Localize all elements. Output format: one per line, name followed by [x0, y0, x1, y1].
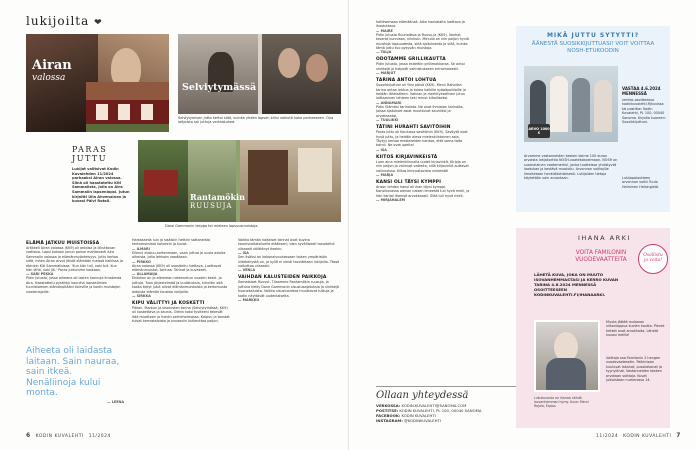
photo-rantamokin	[138, 140, 341, 222]
contact-fb-label: FACEBOOK:	[376, 413, 401, 418]
r-h4: KIITOS KIRJAVINKEISTÄ	[376, 154, 438, 160]
nosh-value-badge	[528, 124, 550, 138]
ihana-body: Muuta jättää mukavan viikonloppua kuvien kautta. Pienet hetket ovat arvokkaita. Lähetä kuvasi meille!	[606, 320, 665, 338]
ihana-header: IHANA ARKI	[578, 234, 631, 242]
r-s1: — MAIRE	[376, 28, 393, 33]
c3-sign: — ISA	[238, 251, 249, 256]
best-story-title-1: PARAS	[72, 145, 108, 154]
c3-text: Vaikka tämän kaltaiset tarinat ovat kuvina kaunisvaltaisiluelle elääkseni, olen syvällisesti tavoitellut viisaasti välittänyt itsekin.	[238, 238, 335, 251]
cover2-title: Selviytymässä	[182, 82, 257, 93]
c1-text: Artikkeli Airan valossa (KK9) oli antoisa ja liikuttavan luettava. Lapsi kokoon jonun painoi mahtavasti Aira Sammalin valossa ja elämänmyönteisyys. Juttu kertoo siitä, miten Airan arvot jäivät elämään meissä kaikissa ja etenkin Kiti Sammalisissa. 'Kun hän tuli, vaki tuli. Kun hän lähti, vaki jäi.' Paras juttumme koskaan.	[26, 246, 123, 273]
r-s3: — MARJUT	[376, 71, 396, 76]
contact-ig[interactable]: @KODINKUVALEHTI	[404, 418, 441, 423]
c3-sign2: — VENLA	[238, 268, 256, 273]
c2-sign2: — PIRKKO	[132, 259, 151, 264]
cover1-title: Airan	[32, 58, 72, 73]
r-p3: Pidin jutusta, jossa esiteltiin grillimakkaraa. Se antoi vinkkejä ja helpotti valmistukseen erinomaisesti.	[376, 62, 465, 71]
footer-left-mag: KODIN KUVALEHTI	[35, 434, 84, 439]
r-h5: KANSI OLI TÄYSI KYMPPI	[376, 179, 442, 185]
c2-text4: Ehdoton on jo aiemman rakennetun vuoden keski- ja juttuja. Tuon järjestelmää ja uudistuksia, kiinnitin sitä koska tietyt jutut olivat elämänmuistoista ja kertomusta aidoista elämän taustaa lukijoille.	[132, 276, 228, 294]
ihana-arki-box	[516, 228, 670, 428]
r-s8: — MIRJAHALEM	[376, 198, 406, 203]
caption-top: Selviytymisen jutta kertoi siitä, kuinka yhden lapsen kriisi vaikutti koko perheeseen. Ona laitjoista sai juttuja vertaistukea.	[178, 116, 334, 125]
cover1-sub: valossa	[32, 73, 66, 83]
r-s2: — TALJA	[376, 50, 392, 55]
c2-text2: Ellenni elokuu-kortenmaan, vaan juttua ja uusia asioita aiheista, joita lehtoon vaaditaan.	[132, 250, 226, 260]
r-s7: — MARJA	[376, 172, 394, 177]
ihana-stamp-l1: Osallistu	[643, 253, 663, 258]
cover3-title: Rantamökin	[190, 192, 245, 202]
ihana-win: Voittaja saa Familonin 2 hengen vuodevaatesetin. Palkintoon kuuluvat lakanat, pussilakanat ja tyynyliinat. Vastanneiden kesken arvotaan voittaja. Kuvat julkaistaan numerossa 14.	[606, 356, 662, 383]
ihana-sub: VOITA FAMILONIN VUODEVAATTEITA	[575, 250, 627, 263]
contact-web-label: VERKOSSA:	[376, 403, 401, 408]
contest-box	[516, 26, 670, 212]
r-p8: Anson lehden kansi oli ihan täysi kymppi. Kansikuvassa olevan naisen ilmeestä tuli hyvä mieli, ja hän kantoi itsensä arvokkaasti. Siitä tuli hyvä mieli.	[376, 184, 470, 198]
cover3-sub: RUUSUJA	[190, 202, 233, 210]
c3-text3: Samalaiset Ruusut. Tilaamme Rantamökin ruusuja, ja juttuna tietty Dave Gammonin sisustusajatuksia ja vinkkejä huonekaluista. Vaikka sisustusideat muuttavat tuttuja ja kodin näyttävät uudenlaiselta.	[238, 280, 340, 298]
c2-text: Hartaaaella luin ja sisäisiin hetkiin sattaneista kertomuksista kolumnit ja kuvat.	[132, 238, 211, 247]
r-s6: — ISA	[376, 147, 387, 152]
left-col-3	[238, 238, 340, 302]
quote-sign: — LEENA	[107, 399, 124, 404]
c3-text2: Sen lisäksi on kokonaisuudessaan toisen ympäristön viitekehystä on, ja kyllä ei viesti tavoitetaan lukijoilla. Tässä vaikuttaa viisaasti.	[238, 255, 340, 269]
footer-left	[26, 432, 111, 439]
c2-text3: Airan valossa (KK9) oli suositeltu luettava. Luettavat elämänmuistot, tarinaa. Tarinat ja kuvakset.	[132, 263, 222, 273]
contact-post-label: POSTITSE:	[376, 408, 399, 413]
right-col-1	[376, 20, 470, 202]
contact-title: Ollaan yhteydessä	[376, 390, 469, 401]
photo-caption-bottom: Dave Gammonin terppa toi mieleen lapsuusmuistoja.	[165, 224, 259, 228]
contest-header: MIKÄ JUTTU SYTYTTI?	[546, 32, 640, 39]
gutter	[348, 0, 349, 450]
best-story-block	[72, 145, 132, 204]
contact-ig-label: INSTAGRAM:	[376, 418, 403, 423]
contest-sub: ÄÄNESTÄ SUOSIKKIJUTTUASI! VOIT VOITTAA NOSH-ETUKOODIN	[531, 41, 655, 54]
r-h2: TARINA ANTOI LOHTUA	[376, 78, 437, 84]
contact-web[interactable]: KODIN.KUVALEHTI@SANOMA.COM	[401, 403, 467, 408]
r-h3: TÄTINI HURAHTI SAVITÖIHIN	[376, 125, 451, 131]
page-number-left: 6	[26, 432, 31, 439]
r-s4: — ANNAMARI	[376, 100, 402, 105]
r-p1: hallitsemaan elämäänsä. Aika hankalalta luettava ja ihastuttava.	[376, 20, 465, 29]
c3-sign3: — MARKKU	[238, 298, 260, 303]
ihana-stamp	[638, 244, 668, 274]
contest-side-text: verkko-osoitteessa kodinkuvalehti.fi/kuvissa tai postitse: Kodin Kuvalehti, PL 100, 00040 Sanoma. Kirjoita kuoreen: Suosikkijuttuni.	[622, 98, 666, 125]
page-number-right: 7	[676, 432, 681, 439]
ihana-stamp-l2: ja voita!	[643, 258, 663, 264]
c2-sign3: — ULLAMAIJA	[132, 272, 158, 277]
r-p2: Pidin jutusta Ruuhoittoa ja Ruusu-ja (KK9). Vanhat tavarat kunniaan, niinkuin. Minulla on niin paljon hyviä muistoja lapsuudesta, siitä ajatuksesta ja siitä, kuinka tämä juttu tuo pysyvän muistoja.	[376, 32, 469, 51]
c2-sign: — ILMARI	[132, 246, 150, 251]
c1-heading: ELÄMÄ JATKUU MUISTOISSA	[26, 241, 100, 246]
r-p4: Suosikkijuttuni oli Yksi päivä (KK9). Mervi Rahollan tarina antaa lohtua ja tukea kaikille syöpäpotilaille ja heidän läheisilleen. Vahvan ja merkityksellisen jutun laittaminen lehteen teki minut kiitolliseksi.	[376, 83, 466, 101]
contact-post: KODIN KUVALEHTI, PL 100, 00040 SANOMA	[399, 408, 482, 413]
r-p5: Pidin Elämäni tarinoista. Ne ovat ihmisten tarinoita, joissa ajatukset asiat muuttuvat kauniiksi ja arvokkaaksi.	[376, 104, 464, 118]
c2-text5: Pitkan. Markun ja sisarusten tarina (Selviytymässä, KK9) oli koskettava ja kaunis. Oletin koko tyviteeni tekevät itää muotteen ja hoidin perhehoimassa. Kaipuu ja taustat tuivat kerrostaloista ja kuvaaviin kulkeuttaa paljon.	[132, 306, 230, 324]
section-title	[26, 14, 103, 28]
contact-box	[376, 386, 516, 423]
quote-text: Aiheeta oli laidasta laitaan. Sain nauraa, sain itkeä. Nenäliinoja kului monta.	[26, 346, 120, 398]
footer-left-date: 11/2024	[88, 434, 111, 439]
r-s5: — TUULIKKI	[376, 118, 399, 123]
contact-fb[interactable]: KODIN KUVALEHTI	[401, 413, 436, 418]
left-col-2	[132, 238, 230, 324]
best-story-title-2: JUTTU	[72, 154, 108, 163]
footer-right	[596, 432, 681, 439]
ihana-lead: LÄHETÄ KUVA, JOKA ON MUUTO ISOVANHEMMASTASI JA KERRO KUVAN TARINA 4.6.2024 MENNESSÄ OSOITTEESEEN KODINKUVALEHTI.FI/IHANAARKI.	[534, 272, 619, 297]
footer-right-mag: KODIN KUVALEHTI	[623, 434, 672, 439]
r-h1: ODOTAMME GRILLIKAUTTA	[376, 57, 446, 63]
c1-sign: — SARI PEKKA	[26, 272, 54, 277]
footer-right-date: 11/2024	[596, 434, 619, 439]
photo-selviytymassa	[178, 34, 341, 114]
nosh-value-label: ARVO 1000 €	[528, 127, 550, 135]
contest-main-text: Arvomme vastanneiden kesken kolme 100 euron arvoista lahjakorttia NOSH-vaatekokoelmaan. NOSH on suomalainen vaatemerkki, jonka tuotteissa yhdistyvät laadukas ja kestävä muotoilu. Arvonnan voittajille ilmoitetaan henkilökohtaisesti. Lukijoiden tietoja käytetään vain arvontaan.	[524, 154, 618, 181]
photo-red-house	[86, 82, 169, 132]
photo-grandparent	[534, 320, 600, 392]
left-col-1	[26, 238, 124, 294]
photo-nosh-models	[524, 66, 618, 142]
best-story-text: Lukijat valitsivat Kodin Kuvalehden 11/2024 parhaaksi Airan valossa. Siinä oli haastateltu Kiti Sammalista, jolla on Aira Sammalin lapsenlapsi. Jutun kirjoitti Ulla Ahvenainen ja kuvasi Päivi Rotall.	[72, 167, 130, 204]
contest-winner: Lukijapalautteen arvonnan voitti Tuula Halminen Helsingistä.	[622, 176, 660, 189]
heart-icon: ❤	[94, 18, 103, 28]
contest-side-title: VASTAA 4.6.2024 MENNESSÄ	[622, 86, 661, 96]
c2-sign4: — SIRKKA	[132, 294, 151, 299]
c2-heading: KIPU VÄLITTYI JA KOSKETTI	[132, 301, 205, 307]
contest-side	[622, 86, 666, 124]
r-p6: Paras juttu oli Koulussa savitöihin (KK9). Savityöt ovat hyvä juttu, ja heidän oleva mielenkiintoinen asia. Täytyy kertoa mestareiden kanssa, että sama taito toimii. Ne ovat upeita!	[376, 130, 468, 148]
ihana-caption: Lukukuvasta on ihanaa nähdä isovanhemman hymy. Kuva: Mervi Rajala, Espoo.	[534, 396, 589, 409]
reader-quote	[26, 346, 124, 404]
c3-heading: VAIHDAN KALUSTEIDEN PAIKKOJA	[238, 275, 327, 281]
r-p7: Luen aina mielenkiinnolla uudet kirjavinkit. Kirjoja on niin paljon ja valinnat vaikeita, sillä kirjavinkit auttavat valinnoissa. Kiitos kiinnostavista vinkeistä!	[376, 159, 469, 173]
section-title-text: lukijoilta	[26, 14, 90, 28]
c1-text2: Pidin jutusta, jossa aiheena oli lasten kannuja ilmatiesta Aira. Haastattelu pysähtyi kaunihit lapsesilmien tunnistamien elämänpitääni tuleville ja kodin muistojen vuodenajoille.	[26, 276, 122, 294]
